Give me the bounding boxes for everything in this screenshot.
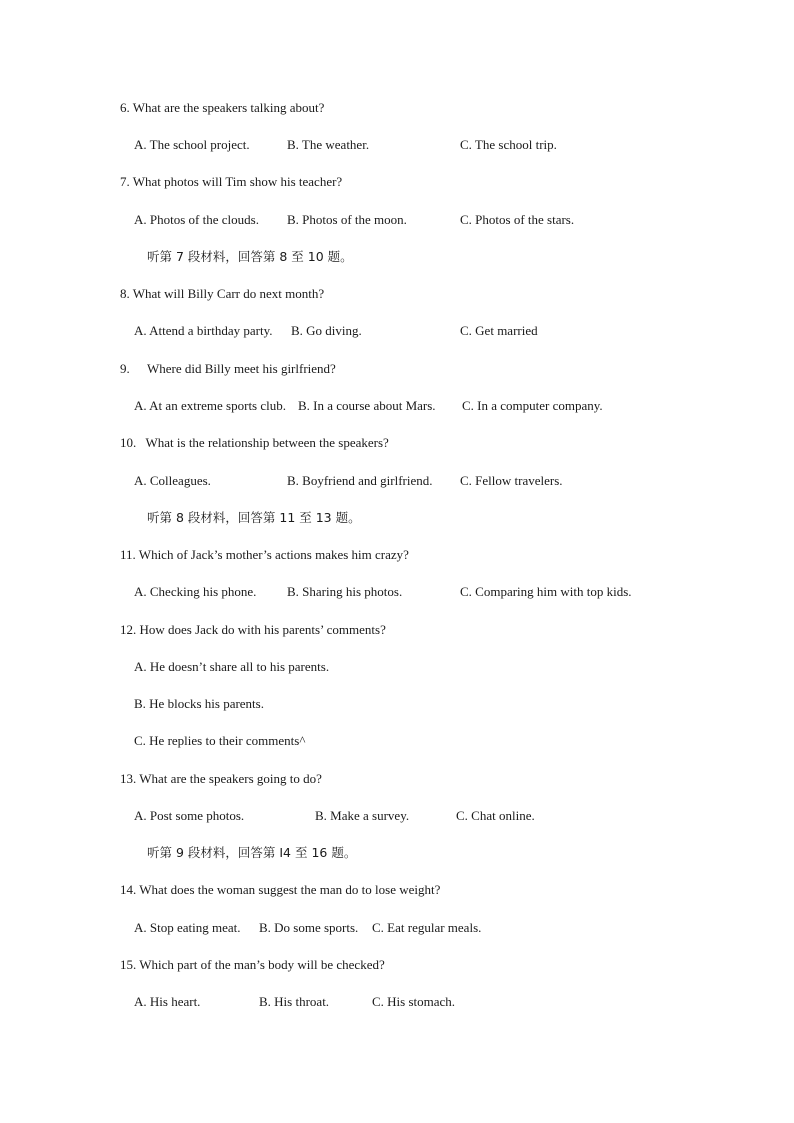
q10-option-c: C. Fellow travelers. — [460, 473, 563, 488]
q14-option-c: C. Eat regular meals. — [372, 920, 482, 935]
question-text: What will Billy Carr do next month? — [132, 286, 325, 301]
question-number: 6. — [120, 100, 130, 115]
section-heading-8: 听第 8 段材料，回答第 11 至 13 题。 — [147, 510, 361, 525]
q12-option-b: B. He blocks his parents. — [134, 696, 264, 711]
question-text: How does Jack do with his parents’ comments? — [139, 622, 386, 637]
question-text: What is the relationship between the speakers? — [145, 435, 389, 450]
question-6 — [120, 100, 324, 116]
question-14 — [120, 882, 440, 898]
question-8 — [120, 286, 324, 302]
question-13 — [120, 771, 322, 787]
question-15 — [120, 957, 385, 973]
q8-option-b: B. Go diving. — [291, 323, 362, 338]
question-number: 10. — [120, 435, 137, 450]
question-text: Which of Jack’s mother’s actions makes him crazy? — [138, 547, 409, 562]
q6-option-a: A. The school project. — [134, 137, 250, 152]
q12-option-a: A. He doesn’t share all to his parents. — [134, 659, 330, 674]
q11-option-b: B. Sharing his photos. — [287, 584, 403, 599]
q8-option-a: A. Attend a birthday party. — [134, 323, 273, 338]
q13-option-b: B. Make a survey. — [315, 808, 410, 823]
q15-option-a: A. His heart. — [134, 994, 201, 1009]
question-number: 13. — [120, 771, 137, 786]
q7-option-b: B. Photos of the moon. — [287, 212, 407, 227]
question-text: Where did Billy meet his girlfriend? — [147, 361, 336, 376]
q7-option-a: A. Photos of the clouds. — [134, 212, 259, 227]
question-number: 15. — [120, 957, 137, 972]
q10-option-a: A. Colleagues. — [134, 473, 211, 488]
question-text: What are the speakers talking about? — [132, 100, 325, 115]
question-11 — [120, 547, 409, 563]
question-text: What does the woman suggest the man do to lose weight? — [139, 882, 441, 897]
question-number: 11. — [120, 547, 136, 562]
q9-option-a: A. At an extreme sports club. — [134, 398, 286, 413]
q7-option-c: C. Photos of the stars. — [460, 212, 575, 227]
q9-option-c: C. In a computer company. — [462, 398, 603, 413]
q14-option-a: A. Stop eating meat. — [134, 920, 241, 935]
q15-option-b: B. His throat. — [259, 994, 330, 1009]
q8-option-c: C. Get married — [460, 323, 538, 338]
q13-option-c: C. Chat online. — [456, 808, 535, 823]
question-number: 9. — [120, 361, 130, 376]
question-number: 7. — [120, 174, 130, 189]
question-text: Which part of the man’s body will be checked? — [139, 957, 385, 972]
question-12 — [120, 622, 386, 638]
q10-option-b: B. Boyfriend and girlfriend. — [287, 473, 433, 488]
q6-option-b: B. The weather. — [287, 137, 370, 152]
question-number: 12. — [120, 622, 137, 637]
q12-option-c: C. He replies to their comments^ — [134, 733, 306, 748]
question-number: 14. — [120, 882, 137, 897]
section-heading-9: 听第 9 段材料，回答第 I4 至 16 题。 — [147, 845, 357, 860]
q14-option-b: B. Do some sports. — [259, 920, 359, 935]
q9-option-b: B. In a course about Mars. — [298, 398, 436, 413]
question-text: What are the speakers going to do? — [139, 771, 322, 786]
section-heading-7: 听第 7 段材料，回答第 8 至 10 题。 — [147, 249, 353, 264]
question-7 — [120, 174, 342, 190]
q11-option-a: A. Checking his phone. — [134, 584, 257, 599]
q15-option-c: C. His stomach. — [372, 994, 456, 1009]
question-10 — [120, 435, 389, 451]
q13-option-a: A. Post some photos. — [134, 808, 245, 823]
q11-option-c: C. Comparing him with top kids. — [460, 584, 632, 599]
question-text: What photos will Tim show his teacher? — [132, 174, 343, 189]
question-number: 8. — [120, 286, 130, 301]
q6-option-c: C. The school trip. — [460, 137, 557, 152]
question-9 — [120, 361, 336, 377]
